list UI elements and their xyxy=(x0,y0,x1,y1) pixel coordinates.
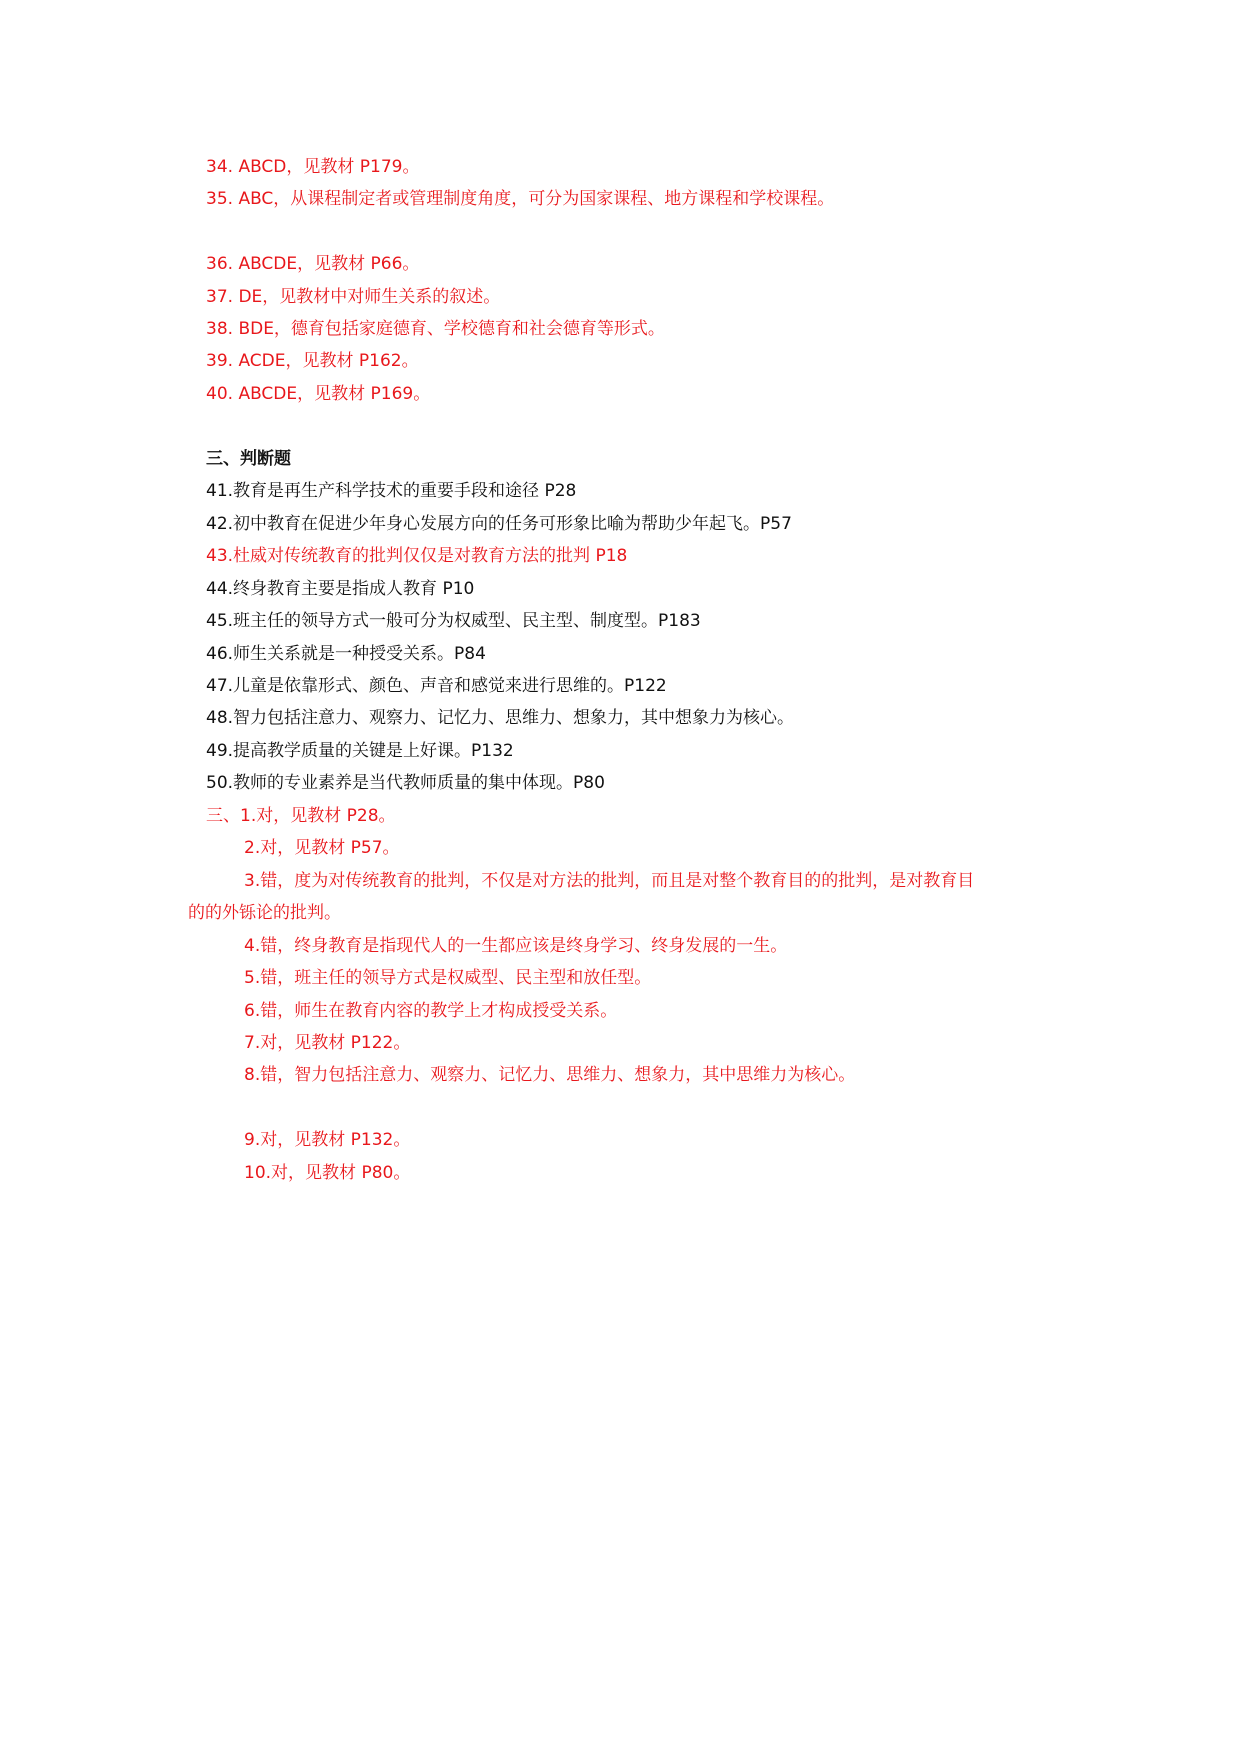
question-46: 46.师生关系就是一种授受关系。P84 xyxy=(206,644,486,664)
answer-36: 36. ABCDE，见教材 P66。 xyxy=(206,254,420,274)
judgment-answer-10: 10.对，见教材 P80。 xyxy=(244,1163,411,1183)
judgment-answer-4: 4.错，终身教育是指现代人的一生都应该是终身学习、终身发展的一生。 xyxy=(244,936,788,956)
question-42: 42.初中教育在促进少年身心发展方向的任务可形象比喻为帮助少年起飞。P57 xyxy=(206,514,792,534)
judgment-answer-6: 6.错，师生在教育内容的教学上才构成授受关系。 xyxy=(244,1001,618,1021)
answer-40: 40. ABCDE，见教材 P169。 xyxy=(206,384,431,404)
answer-37: 37. DE，见教材中对师生关系的叙述。 xyxy=(206,287,501,307)
answer-35: 35. ABC，从课程制定者或管理制度角度，可分为国家课程、地方课程和学校课程。 xyxy=(206,189,835,209)
question-45: 45.班主任的领导方式一般可分为权威型、民主型、制度型。P183 xyxy=(206,611,701,631)
answer-39: 39. ACDE，见教材 P162。 xyxy=(206,351,419,371)
question-49: 49.提高教学质量的关键是上好课。P132 xyxy=(206,741,514,761)
judgment-answer-8: 8.错，智力包括注意力、观察力、记忆力、思维力、想象力，其中思维力为核心。 xyxy=(244,1065,856,1085)
judgment-answer-3-continued: 的的外铄论的批判。 xyxy=(188,903,341,923)
question-48: 48.智力包括注意力、观察力、记忆力、思维力、想象力，其中想象力为核心。 xyxy=(206,708,795,728)
answer-38: 38. BDE，德育包括家庭德育、学校德育和社会德育等形式。 xyxy=(206,319,665,339)
judgment-answer-3: 3.错，度为对传统教育的批判，不仅是对方法的批判，而且是对整个教育目的的批判，是对教育目 xyxy=(244,871,975,891)
judgment-answer-9: 9.对，见教材 P132。 xyxy=(244,1130,411,1150)
judgment-answer-7: 7.对，见教材 P122。 xyxy=(244,1033,411,1053)
judgment-answer-2: 2.对，见教材 P57。 xyxy=(244,838,400,858)
judgment-answer-5: 5.错，班主任的领导方式是权威型、民主型和放任型。 xyxy=(244,968,652,988)
question-44: 44.终身教育主要是指成人教育 P10 xyxy=(206,579,475,599)
question-41: 41.教育是再生产科学技术的重要手段和途径 P28 xyxy=(206,481,577,501)
question-43: 43.杜威对传统教育的批判仅仅是对教育方法的批判 P18 xyxy=(206,546,628,566)
answer-34: 34. ABCD，见教材 P179。 xyxy=(206,157,420,177)
judgment-answer-1: 三、1.对，见教材 P28。 xyxy=(206,806,396,826)
question-50: 50.教师的专业素养是当代教师质量的集中体现。P80 xyxy=(206,773,605,793)
question-47: 47.儿童是依靠形式、颜色、声音和感觉来进行思维的。P122 xyxy=(206,676,667,696)
section-title: 三、判断题 xyxy=(206,449,291,469)
